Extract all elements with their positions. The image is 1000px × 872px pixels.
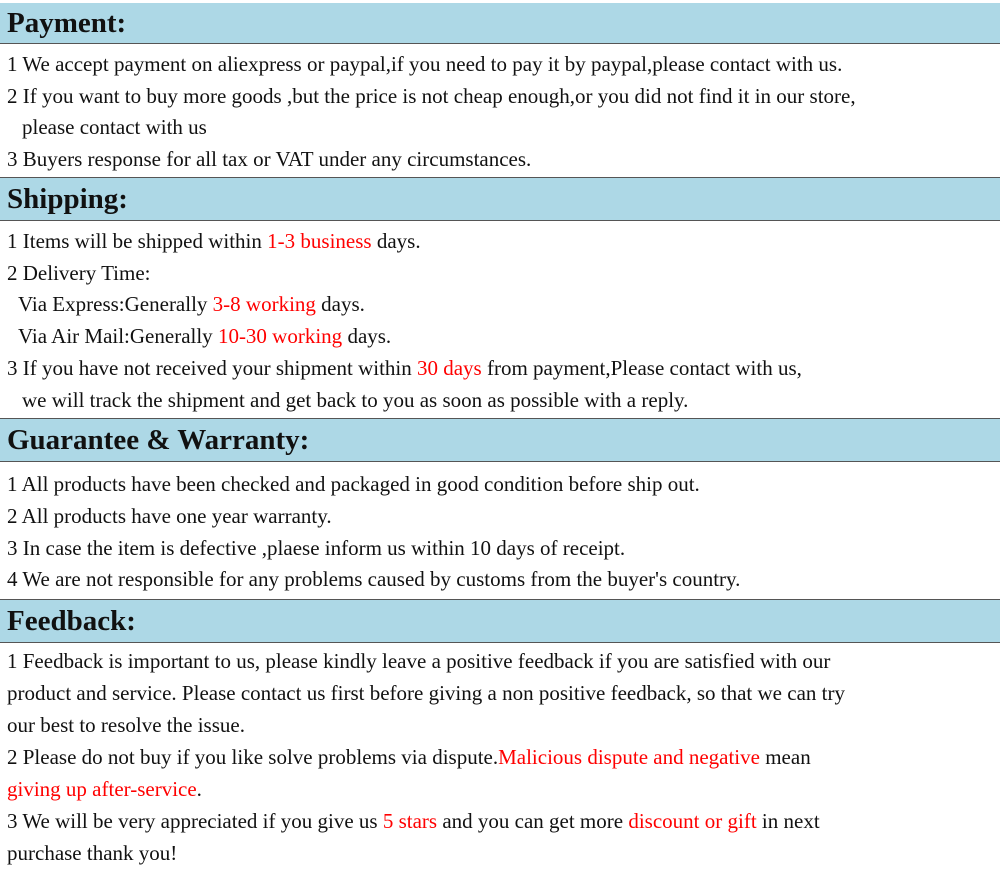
text: Via Express:Generally [18, 292, 213, 316]
text: 3 If you have not received your shipment within [7, 356, 417, 380]
shipping-express [18, 292, 365, 316]
highlight-text: Malicious dispute and negative [498, 745, 760, 769]
shipping-line-1 [7, 229, 421, 253]
highlight-text: 30 days [416, 356, 482, 380]
highlight-text: 10-30 working [217, 324, 343, 348]
shipping-header [0, 178, 1000, 220]
highlight-text: giving up after-service [7, 777, 197, 801]
feedback-line-2-cont [7, 777, 202, 801]
feedback-line-1: 1 Feedback is important to us, please kindly leave a positive feedback if you are satisfied with our [7, 649, 831, 673]
payment-line-2: 2 If you want to buy more goods ,but the price is not cheap enough,or you did not find it in our store, [7, 84, 856, 108]
shipping-line-3-cont: we will track the shipment and get back to you as soon as possible with a reply. [22, 388, 689, 412]
guarantee-line-4: 4 We are not responsible for any problems caused by customs from the buyer's country. [7, 567, 741, 591]
guarantee-line-2: 2 All products have one year warranty. [7, 504, 332, 528]
shipping-line-2: 2 Delivery Time: [7, 261, 151, 285]
text: from payment,Please contact with us, [481, 356, 802, 380]
guarantee-title: Guarantee & Warranty: [7, 423, 310, 456]
feedback-line-2 [7, 745, 811, 769]
text: 2 Please do not buy if you like solve problems via dispute. [7, 745, 499, 769]
payment-line-3: 3 Buyers response for all tax or VAT under any circumstances. [7, 147, 532, 171]
feedback-line-1-cont: product and service. Please contact us first before giving a non positive feedback, so that we can try [7, 681, 845, 705]
divider [0, 220, 1000, 221]
payment-line-2-cont: please contact with us [22, 115, 207, 139]
text: . [196, 777, 202, 801]
text: 1 Items will be shipped within [7, 229, 268, 253]
payment-line-1: 1 We accept payment on aliexpress or paypal,if you need to pay it by paypal,please contact with us. [7, 52, 843, 76]
guarantee-header [0, 419, 1000, 461]
feedback-line-1-end: our best to resolve the issue. [7, 713, 245, 737]
highlight-text: 3-8 working [212, 292, 316, 316]
text: 3 We will be very appreciated if you give us [7, 809, 383, 833]
highlight-text: discount or gift [628, 809, 757, 833]
payment-header [0, 3, 1000, 43]
text: days. [371, 229, 421, 253]
payment-title: Payment: [7, 6, 127, 39]
guarantee-line-3: 3 In case the item is defective ,plaese inform us within 10 days of receipt. [7, 536, 626, 560]
highlight-text: 1-3 business [267, 229, 372, 253]
divider [0, 43, 1000, 44]
guarantee-line-1: 1 All products have been checked and packaged in good condition before ship out. [7, 472, 700, 496]
shipping-airmail [18, 324, 391, 348]
highlight-text: 5 stars [382, 809, 438, 833]
text: Via Air Mail:Generally [18, 324, 218, 348]
text: and you can get more [437, 809, 629, 833]
feedback-header [0, 600, 1000, 642]
text: in next [756, 809, 820, 833]
text: days. [315, 292, 365, 316]
feedback-line-3-cont: purchase thank you! [7, 841, 178, 865]
feedback-title: Feedback: [7, 604, 136, 637]
text: mean [759, 745, 811, 769]
divider [0, 461, 1000, 462]
divider [0, 642, 1000, 643]
text: days. [342, 324, 392, 348]
feedback-line-3 [7, 809, 820, 833]
shipping-title: Shipping: [7, 182, 128, 215]
shipping-line-3 [7, 356, 802, 380]
